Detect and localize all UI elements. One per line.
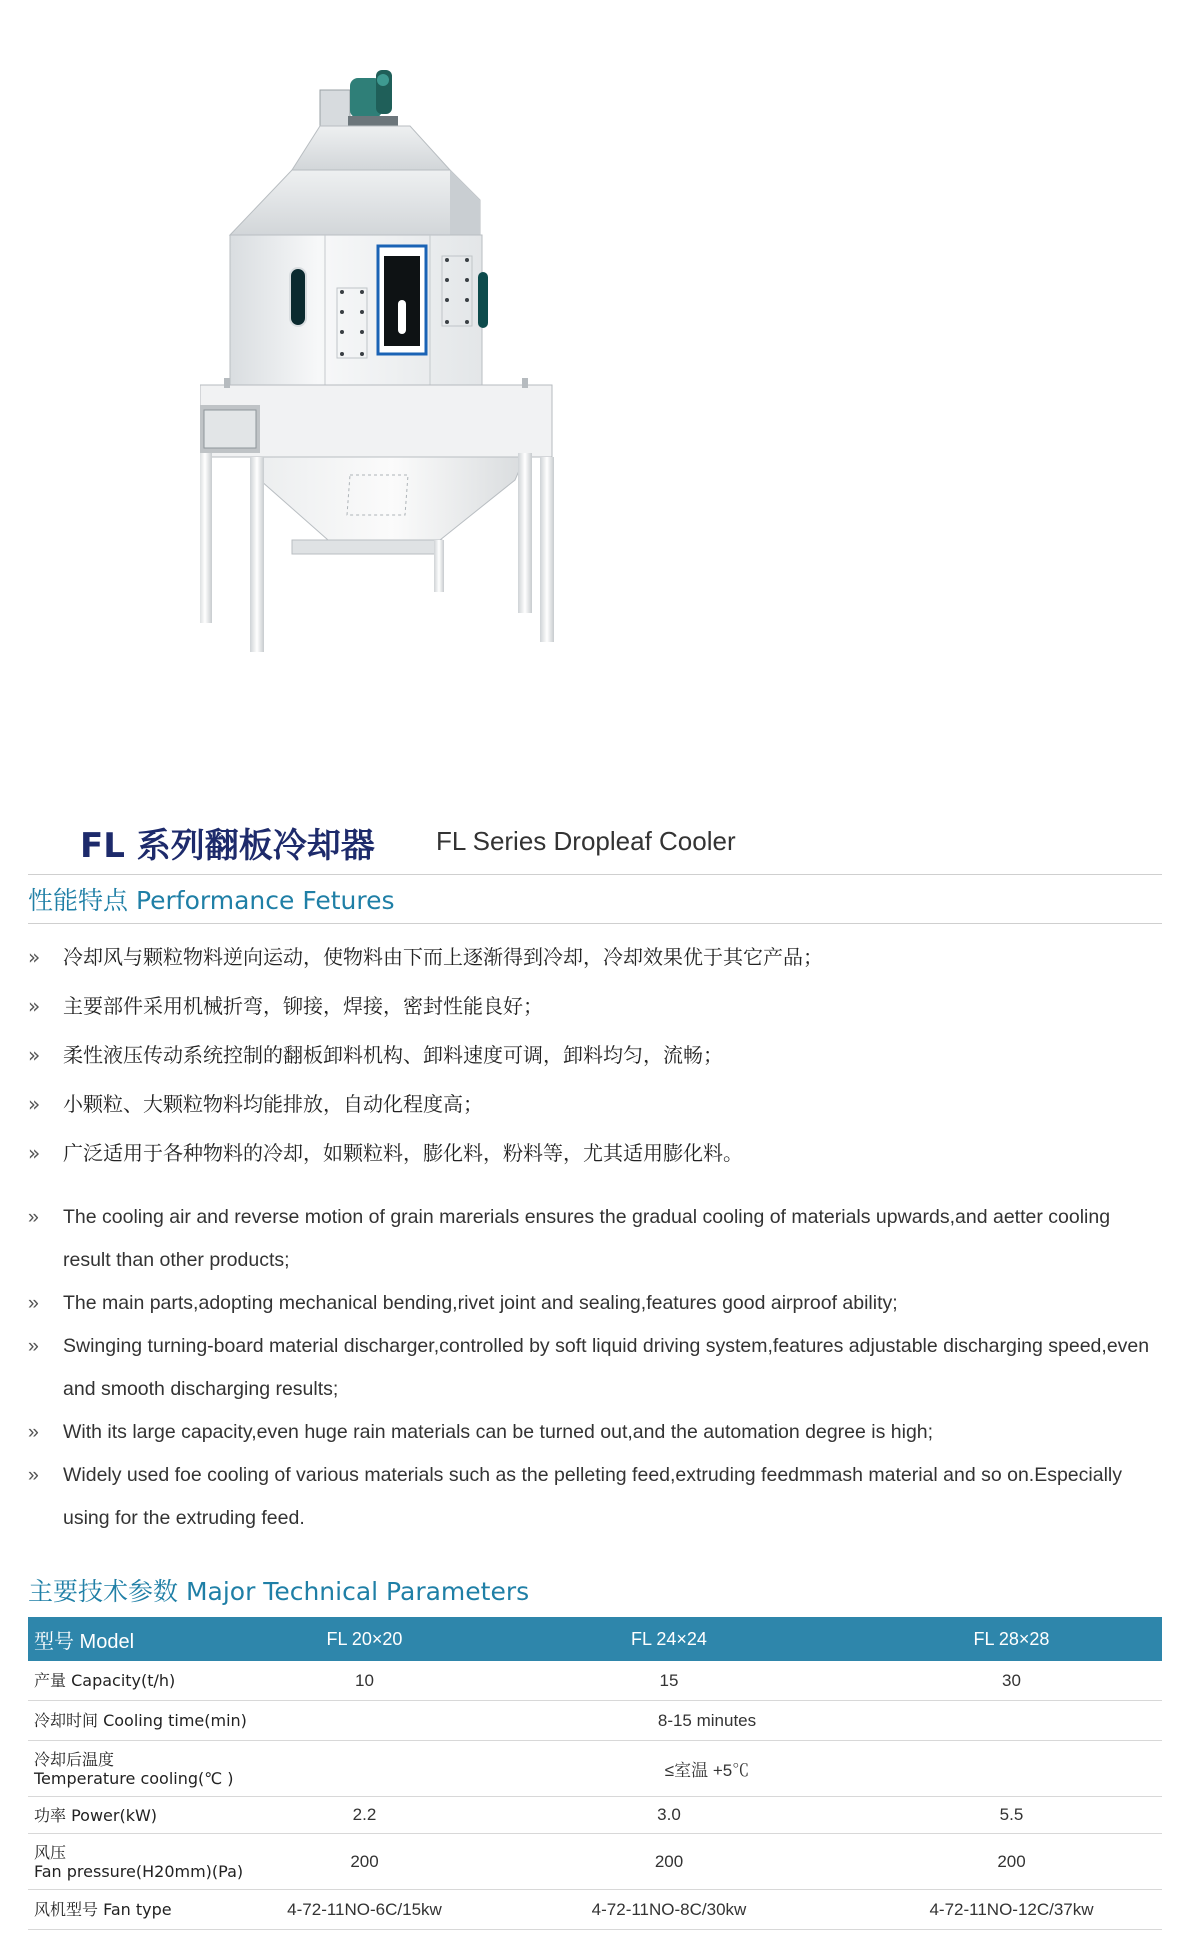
table-cell: 30 (861, 1661, 1162, 1701)
bullet-icon: » (28, 1292, 39, 1314)
support-leg (250, 457, 264, 652)
feature-text: With its large capacity,even huge rain materials can be turned out,and the automation degree is high; (63, 1421, 934, 1443)
table-header-row (28, 1617, 1162, 1661)
table-cell: 4-72-11NO-8C/30kw (477, 1890, 861, 1930)
table-row-fan-pressure (28, 1834, 1162, 1890)
support-leg (540, 457, 554, 642)
table-cell: 200 (861, 1834, 1162, 1890)
bullet-icon: » (28, 994, 41, 1018)
table-header-label: 型号 Model (28, 1617, 252, 1661)
row-label: 风机型号 Fan type (28, 1890, 252, 1930)
sight-window-right (478, 272, 488, 328)
performance-heading: 性能特点 Performance Fetures (28, 886, 395, 915)
product-image (200, 60, 720, 780)
feature-text: Widely used foe cooling of various materials such as the pelleting feed,extruding feedmmash material and so on.Especially using for the extruding feed. (63, 1464, 1122, 1529)
row-label-en: Fan pressure(H20mm)(Pa) (34, 1861, 244, 1881)
row-label-cn: 风压 (34, 1842, 67, 1862)
bullet-icon: » (28, 1206, 39, 1228)
feature-item (28, 1196, 1162, 1282)
parameters-table (28, 1617, 1162, 1930)
table-header-model: FL 20×20 (252, 1617, 477, 1661)
feature-text: 冷却风与颗粒物料逆向运动，使物料由下而上逐渐得到冷却，冷却效果优于其它产品； (63, 945, 823, 969)
bullet-icon: » (28, 1092, 41, 1116)
feature-item (28, 1038, 1162, 1087)
feature-item (28, 1136, 1162, 1185)
row-label: 功率 Power(kW) (28, 1797, 252, 1834)
product-title-cn: FL 系列翻板冷却器 (80, 826, 375, 866)
table-cell: 200 (252, 1834, 477, 1890)
row-label: 冷却时间 Cooling time(min) (28, 1701, 252, 1741)
table-cell: 10 (252, 1661, 477, 1701)
table-row-power (28, 1797, 1162, 1834)
features-list-cn (28, 940, 1162, 1185)
feature-item (28, 1411, 1162, 1454)
table-cell: 4-72-11NO-6C/15kw (252, 1890, 477, 1930)
feature-item (28, 1325, 1162, 1411)
features-list-en (28, 1196, 1162, 1540)
support-leg (200, 453, 212, 623)
row-label (28, 1834, 252, 1890)
feature-text: 小颗粒、大颗粒物料均能排放，自动化程度高； (63, 1092, 483, 1116)
divider (28, 923, 1162, 924)
title-row (80, 818, 1140, 870)
table-cell: 4-72-11NO-12C/37kw (861, 1890, 1162, 1930)
sight-window-left (290, 268, 306, 326)
table-header-model: FL 24×24 (477, 1617, 861, 1661)
discharge-hopper (260, 457, 525, 540)
table-header-model: FL 28×28 (861, 1617, 1162, 1661)
cooler-roof (292, 126, 450, 170)
feature-item (28, 1282, 1162, 1325)
feature-text: The main parts,adopting mechanical bending,rivet joint and sealing,features good airproof ability; (63, 1292, 898, 1314)
bullet-icon: » (28, 1335, 39, 1357)
feature-text: 柔性液压传动系统控制的翻板卸料机构、卸料速度可调，卸料均匀，流畅； (63, 1043, 723, 1067)
bullet-icon: » (28, 1043, 41, 1067)
divider (28, 874, 1162, 875)
table-cell: 8-15 minutes (252, 1701, 1162, 1741)
feature-text: The cooling air and reverse motion of grain marerials ensures the gradual cooling of materials upwards,and aetter cooling result than other products; (63, 1206, 1111, 1271)
table-cell: 5.5 (861, 1797, 1162, 1834)
feature-item (28, 1454, 1162, 1540)
table-cell: ≤室温 +5℃ (252, 1741, 1162, 1797)
product-title-en: FL Series Dropleaf Cooler (436, 826, 736, 856)
table-cell: 200 (477, 1834, 861, 1890)
table-cell: 15 (477, 1661, 861, 1701)
table-row-temperature (28, 1741, 1162, 1797)
cooler-body (230, 235, 482, 385)
feature-item (28, 989, 1162, 1038)
table-row-capacity (28, 1661, 1162, 1701)
feature-item (28, 1087, 1162, 1136)
parameters-heading: 主要技术参数 Major Technical Parameters (28, 1577, 530, 1606)
bullet-icon: » (28, 1421, 39, 1443)
feature-item (28, 940, 1162, 989)
feature-text: Swinging turning-board material discharger,controlled by soft liquid driving system,features adjustable discharging speed,even and smooth discharging results; (63, 1335, 1150, 1400)
row-label-cn: 冷却后温度 (34, 1749, 115, 1769)
row-label: 产量 Capacity(t/h) (28, 1661, 252, 1701)
table-row-fan-type (28, 1890, 1162, 1930)
inspection-door (378, 246, 426, 354)
feature-text: 主要部件采用机械折弯，铆接，焊接，密封性能良好； (63, 994, 543, 1018)
bullet-icon: » (28, 1464, 39, 1486)
support-leg (518, 453, 532, 613)
row-label (28, 1741, 252, 1797)
row-label-en: Temperature cooling(℃ ) (34, 1768, 234, 1788)
bullet-icon: » (28, 945, 41, 969)
table-cell: 3.0 (477, 1797, 861, 1834)
table-row-cooling-time (28, 1701, 1162, 1741)
feature-text: 广泛适用于各种物料的冷却，如颗粒料，膨化料，粉料等，尤其适用膨化料。 (63, 1141, 743, 1165)
table-cell: 2.2 (252, 1797, 477, 1834)
bullet-icon: » (28, 1141, 41, 1165)
motor (320, 70, 398, 128)
